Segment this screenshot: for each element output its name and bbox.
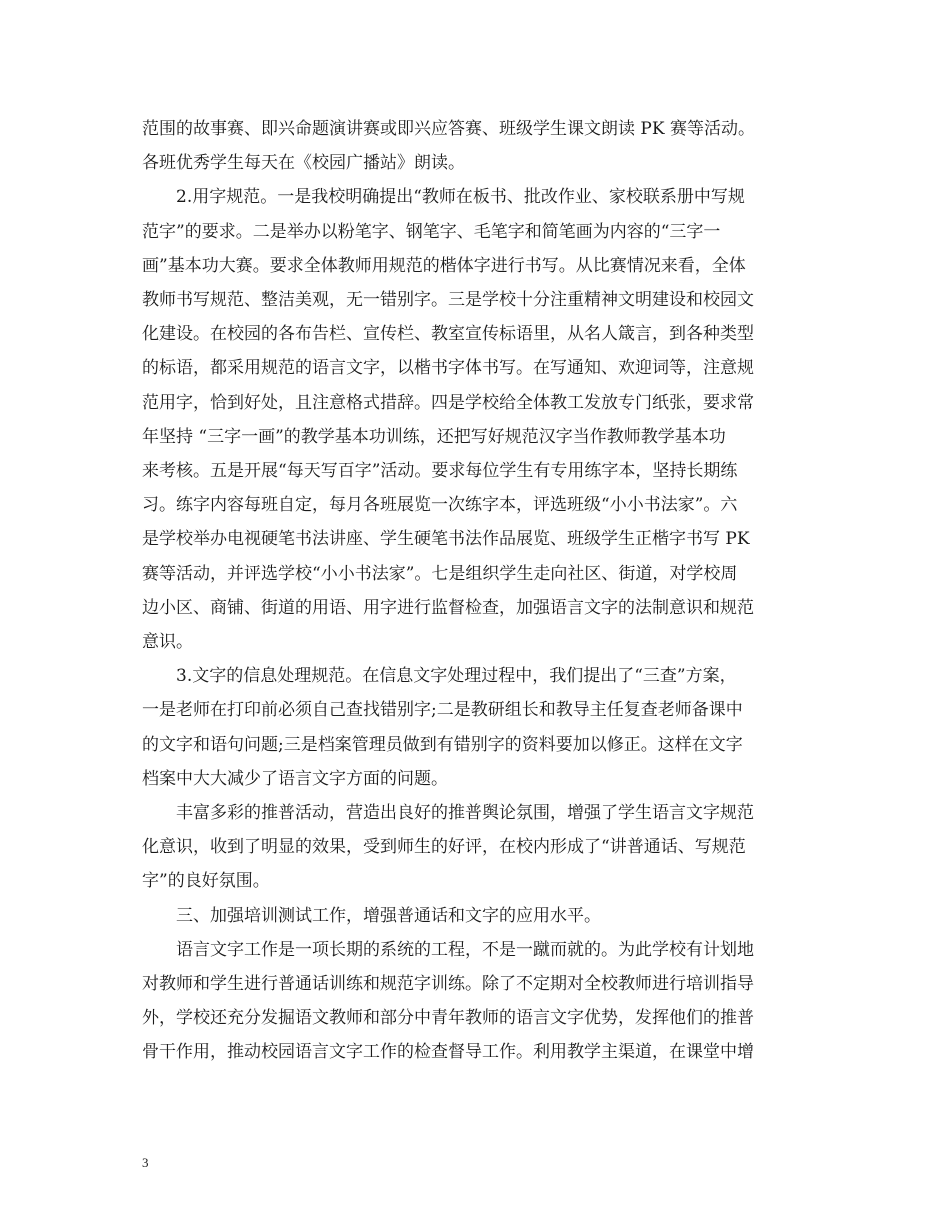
paragraph (142, 180, 808, 659)
paragraph (142, 112, 808, 180)
paragraph (142, 899, 808, 933)
text-line: 的标语，都采用规范的语言文字，以楷书字体书写。在写通知、欢迎词等，注意规 (142, 358, 754, 379)
text-line: 边小区、商铺、街道的用语、用字进行监督检查，加强语言文字的法制意识和规范 (142, 597, 754, 618)
text-line: 教师书写规范、整洁美观，无一错别字。三是学校十分注重精神文明建设和校园文 (142, 290, 754, 311)
text-line: 丰富多彩的推普活动，营造出良好的推普舆论氛围，增强了学生语言文字规范 (176, 803, 754, 824)
text-line: 化意识，收到了明显的效果，受到师生的好评，在校内形成了“讲普通话、写规范 (142, 837, 746, 858)
text-line: 档案中大大减少了语言文字方面的问题。 (142, 768, 448, 789)
text-line: 外，学校还充分发掘语文教师和部分中青年教师的语言文字优势，发挥他们的推普 (142, 1008, 754, 1029)
text-line: 一是老师在打印前必须自己查找错别字;二是教研组长和教导主任复查老师备课中 (142, 700, 743, 721)
page-number: 3 (142, 1155, 149, 1170)
paragraph (142, 659, 808, 796)
text-line: 是学校举办电视硬笔书法讲座、学生硬笔书法作品展览、班级学生正楷字书写 PK (142, 529, 750, 550)
text-line: 对教师和学生进行普通话训练和规范字训练。除了不定期对全校教师进行培训指导 (142, 974, 754, 995)
text-line: 习。练字内容每班自定，每月各班展览一次练字本，评选班级“小小书法家”。六 (142, 495, 738, 516)
text-line: 画”基本功大赛。要求全体教师用规范的楷体字进行书写。从比赛情况来看，全体 (142, 255, 746, 276)
text-line: 意识。 (142, 632, 193, 653)
text-line: 三、加强培训测试工作，增强普通话和文字的应用水平。 (176, 905, 601, 926)
text-line: 字”的良好氛围。 (142, 871, 270, 892)
text-line: 赛等活动，并评选学校“小小书法家”。七是组织学生走向社区、街道，对学校周 (142, 563, 738, 584)
text-line: 2.用字规范。一是我校明确提出“教师在板书、批改作业、家校联系册中写规 (176, 187, 745, 208)
text-line: 各班优秀学生每天在《校园广播站》朗读。 (142, 153, 465, 174)
text-line: 骨干作用，推动校园语言文字工作的检查督导工作。利用教学主渠道，在课堂中增 (142, 1042, 754, 1063)
text-line: 范字”的要求。二是举办以粉笔字、钢笔字、毛笔字和简笔画为内容的“三字一 (142, 221, 721, 242)
text-line: 语言文字工作是一项长期的系统的工程，不是一蹴而就的。为此学校有计划地 (176, 939, 754, 960)
document-page (142, 112, 808, 1070)
text-line: 来考核。五是开展“每天写百字”活动。要求每位学生有专用练字本，坚持长期练 (142, 461, 738, 482)
text-line: 3.文字的信息处理规范。在信息文字处理过程中，我们提出了“三查”方案， (176, 666, 737, 687)
paragraph (142, 933, 808, 1070)
text-line: 的文字和语句问题;三是档案管理员做到有错别字的资料要加以修正。这样在文字 (142, 734, 743, 755)
text-line: 范用字，恰到好处，且注意格式措辞。四是学校给全体教工发放专门纸张，要求常 (142, 392, 754, 413)
paragraph (142, 796, 808, 899)
text-line: 化建设。在校园的各布告栏、宣传栏、教室宣传标语里，从名人箴言，到各种类型 (142, 324, 754, 345)
text-line: 年坚持 “三字一画”的教学基本功训练，还把写好规范汉字当作教师教学基本功 (142, 426, 726, 447)
text-line: 范围的故事赛、即兴命题演讲赛或即兴应答赛、班级学生课文朗读 PK 赛等活动。 (142, 119, 755, 139)
